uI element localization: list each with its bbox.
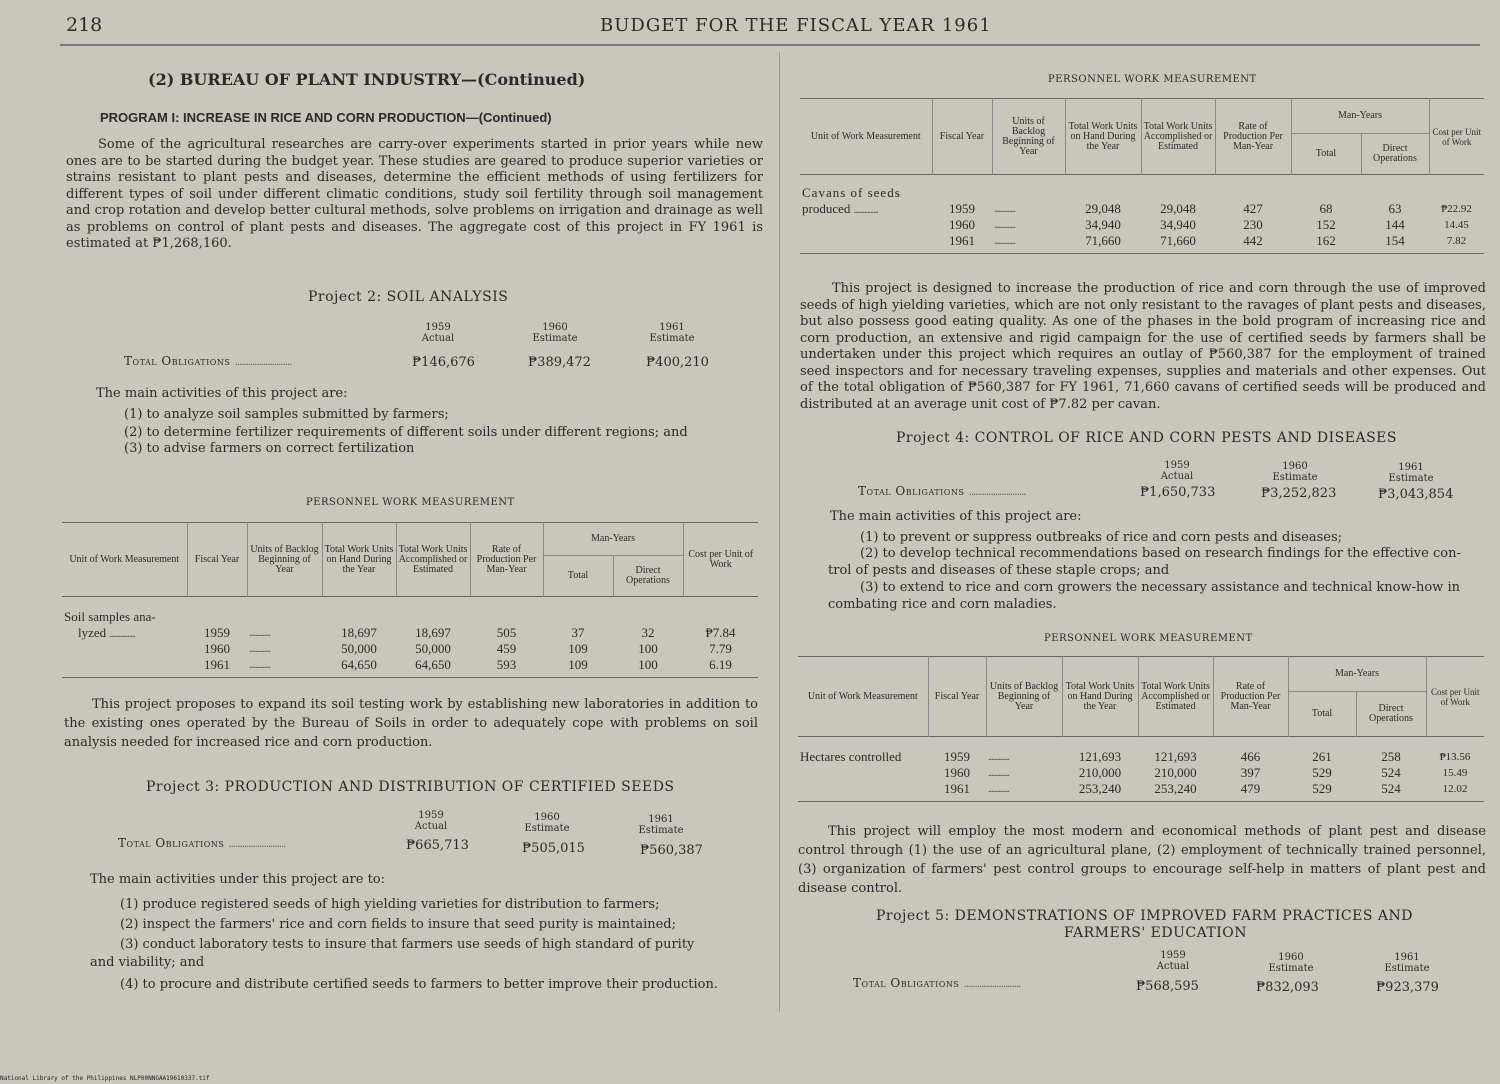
project4-closing-paragraph: This project will employ the most modern and economical methods of plant pest and disease control through (1) the use of an agricultural plane, (2) employment of technically trained personnel, (3) organization of farmers' pest control groups to encourage self-help in matters of plant pest and disease control. (798, 824, 1486, 896)
project5-year-1959: 1959 Actual (1156, 950, 1190, 972)
col-unit: Unit of Work Measurement (69, 553, 180, 565)
project3-activity-4: (4) to procure and distribute certified seeds to farmers to better improve their production. (120, 977, 718, 992)
col-unit: Unit of Work Measurement (810, 130, 921, 142)
intro-paragraph: Some of the agricultural researches are carry-over experiments started in prior years while new ones are to be started during the budget year. These studies are geared to produce superior varieties or strains resistant to plant pests and diseases, determine the efficient methods of using fertilizers for different types of soil under different climatic conditions, study soil fertility through soil management and crop rotation and develop better cultural methods, solve problems on irrigation and drainage as well as problems on control of plant pests and diseases. The aggregate cost of this project in FY 1961 is estimated at ₱1,268,160. (66, 137, 763, 251)
table-row: 1961 .............. 71,660 71,660 442 162 154 7.82 (800, 233, 1484, 254)
project3-activity-3-cont: and viability; and (90, 955, 205, 970)
project2-obligation-1959: ₱146,676 (412, 355, 475, 370)
project4-unit-label: Hectares controlled (800, 749, 902, 764)
project2-obligation-1961: ₱400,210 (646, 355, 709, 370)
project2-activity-3: (3) to advise farmers on correct fertilization (124, 441, 415, 456)
project2-obligation-1960: ₱389,472 (528, 355, 591, 370)
project5-title-cont: FARMERS' EDUCATION (1064, 925, 1248, 941)
project2-activity-1: (1) to analyze soil samples submitted by farmers; (124, 407, 449, 422)
project3-activities-intro: The main activities under this project are to: (90, 872, 386, 887)
project2-pwm-title: PERSONNEL WORK MEASUREMENT (306, 497, 515, 508)
project2-closing-paragraph: This project proposes to expand its soil testing work by establishing new laboratories in addition to the existing ones operated by the Bureau of Soils in order to adequately cope with problems on soil analysis needed for increased rice and corn production. (64, 697, 758, 750)
project2-year-1959: 1959 Actual (421, 322, 455, 344)
col-backlog: Units of Backlog Beginning of Year (992, 99, 1065, 175)
header-rule (60, 44, 1480, 46)
col-cost: Cost per Unit of Work (1426, 657, 1484, 737)
project2-year-1961: 1961 Estimate (649, 322, 695, 344)
project4-obligation-1960: ₱3,252,823 (1261, 486, 1337, 501)
project3-obligation-1959: ₱665,713 (406, 838, 469, 853)
project5-year-1960: 1960 Estimate (1268, 952, 1314, 974)
col-backlog: Units of Backlog Beginning of Year (247, 523, 322, 597)
project4-obligation-1961: ₱3,043,854 (1378, 487, 1454, 502)
project4-activity-1: (1) to prevent or suppress outbreaks of rice and corn pests and diseases; (860, 530, 1343, 545)
project4-year-1959: 1959 Actual (1160, 460, 1194, 482)
project5-obligation-1959: ₱568,595 (1136, 979, 1199, 994)
project5-obligation-1961: ₱923,379 (1376, 980, 1439, 995)
col-man-years-total: Total (543, 556, 613, 597)
col-cost: Cost per Unit of Work (683, 523, 758, 597)
col-total-work: Total Work Units on Hand During the Year (322, 523, 396, 597)
col-man-years-total: Total (1291, 134, 1361, 175)
col-rate: Rate of Production Per Man-Year (1213, 657, 1288, 737)
seeds-unit-label-2: produced (802, 201, 851, 216)
project2-work-table (62, 522, 758, 678)
project2-obligations-label: Total Obligations .......................... (124, 354, 292, 368)
scan-footer: National Library of the Philippines NLP00NNGAA19610337.tif (0, 1075, 210, 1082)
col-man-years-direct: Direct Operations (613, 556, 683, 597)
project2-activities-intro: The main activities of this project are: (96, 386, 348, 401)
project4-activity-3-cont: combating rice and corn maladies. (828, 597, 1057, 612)
page-number: 218 (66, 14, 103, 36)
col-fiscal: Fiscal Year (928, 657, 986, 737)
table-row: 1961 .............. 64,650 64,650 593 109 100 6.19 (62, 657, 758, 678)
project3-obligation-1961: ₱560,387 (640, 843, 703, 858)
project2-activity-2: (2) to determine fertilizer requirements of different soils under different regions; and (124, 425, 688, 440)
col-fiscal: Fiscal Year (187, 523, 247, 597)
seeds-unit-label: Cavans of seeds (802, 185, 901, 200)
project2-year-1960: 1960 Estimate (532, 322, 578, 344)
seeds-pwm-title: PERSONNEL WORK MEASUREMENT (1048, 74, 1257, 85)
project3-obligations-label: Total Obligations .......................... (118, 836, 286, 850)
program-title: PROGRAM I: INCREASE IN RICE AND CORN PRODUCTION—(Continued) (100, 110, 552, 125)
project4-activity-2-cont: trol of pests and diseases of these staple crops; and (828, 563, 1170, 578)
col-accomplished: Total Work Units Accomplished or Estimated (1138, 657, 1213, 737)
col-rate: Rate of Production Per Man-Year (470, 523, 543, 597)
project5-title: Project 5: DEMONSTRATIONS OF IMPROVED FARM PRACTICES AND (876, 908, 1413, 924)
table-row: 1960 .............. 210,000 210,000 397 529 524 15.49 (944, 765, 1468, 780)
project4-title: Project 4: CONTROL OF RICE AND CORN PESTS AND DISEASES (896, 430, 1397, 446)
project4-year-1960: 1960 Estimate (1272, 461, 1318, 483)
column-divider (779, 52, 780, 1012)
col-backlog: Units of Backlog Beginning of Year (986, 657, 1062, 737)
project5-obligation-1960: ₱832,093 (1256, 980, 1319, 995)
project3-year-1959: 1959 Actual (414, 810, 448, 832)
project3-year-1960: 1960 Estimate (524, 812, 570, 834)
table-row: Hectares controlled 1959 .............. 121,693 121,693 466 261 258 ₱13.56 (798, 737, 1484, 766)
project3-activity-2: (2) inspect the farmers' rice and corn fields to insure that seed purity is maintained; (120, 917, 676, 932)
table-row: lyzed ................. 1959 .............. 18,697 18,697 505 37 32 ₱7.84 (78, 625, 736, 640)
project4-activities-intro: The main activities of this project are: (830, 509, 1082, 524)
table-row: produced ................ 1959 .............. 29,048 29,048 427 68 63 ₱22.92 (802, 201, 1472, 216)
project3-year-1961: 1961 Estimate (638, 814, 684, 836)
project4-activity-3: (3) to extend to rice and corn growers the necessary assistance and technical know-how in (860, 580, 1460, 595)
col-man-years: Man-Years (1291, 99, 1429, 134)
project4-work-table (798, 656, 1484, 802)
project4-pwm-title: PERSONNEL WORK MEASUREMENT (1044, 633, 1253, 644)
project3-activity-3: (3) conduct laboratory tests to insure that farmers use seeds of high standard of purity (120, 937, 695, 952)
project4-year-1961: 1961 Estimate (1388, 462, 1434, 484)
table-row: 1960 .............. 50,000 50,000 459 109 100 7.79 (204, 641, 732, 656)
bureau-title: (2) BUREAU OF PLANT INDUSTRY—(Continued) (148, 70, 586, 89)
project2-unit-label: Soil samples ana- (64, 609, 156, 624)
project4-activity-2: (2) to develop technical recommendations based on research findings for the effective con- (860, 546, 1461, 561)
project3-activity-1: (1) produce registered seeds of high yielding varieties for distribution to farmers; (120, 897, 660, 912)
col-total-work: Total Work Units on Hand During the Year (1065, 99, 1141, 175)
project4-obligations-label: Total Obligations .......................... (858, 484, 1026, 498)
col-man-years-direct: Direct Operations (1356, 692, 1426, 737)
running-header: BUDGET FOR THE FISCAL YEAR 1961 (600, 15, 992, 36)
col-man-years-total: Total (1288, 692, 1356, 737)
col-accomplished: Total Work Units Accomplished or Estimated (396, 523, 470, 597)
col-total-work: Total Work Units on Hand During the Year (1062, 657, 1138, 737)
project3-title: Project 3: PRODUCTION AND DISTRIBUTION OF CERTIFIED SEEDS (146, 779, 675, 795)
project2-unit-label-2: lyzed (78, 625, 107, 640)
col-man-years: Man-Years (543, 523, 683, 556)
seeds-paragraph: This project is designed to increase the production of rice and corn through the use of improved seeds of high yielding varieties, which are not only resistant to the ravages of plant pests and diseases, but also possess good eating quality. As one of the phases in the bold program of increasing rice and corn production, an extensive and rigid campaign for the use of certified seeds by farmers shall be undertaken under this project which requires an outlay of ₱560,387 for the employment of trained seed inspectors and for necessary traveling expenses, supplies and materials and other expenses. Out of the total obligation of ₱560,387 for FY 1961, 71,660 cavans of certified seeds will be produced and distributed at an average unit cost of ₱7.82 per cavan. (800, 281, 1486, 412)
table-row: 1961 .............. 253,240 253,240 479 529 524 12.02 (798, 781, 1484, 802)
col-unit: Unit of Work Measurement (807, 690, 918, 702)
col-man-years: Man-Years (1288, 657, 1426, 692)
table-row: 1960 .............. 34,940 34,940 230 152 144 14.45 (949, 217, 1469, 232)
project5-year-1961: 1961 Estimate (1384, 952, 1430, 974)
col-fiscal: Fiscal Year (932, 99, 992, 175)
seeds-work-table (800, 98, 1484, 254)
project2-title: Project 2: SOIL ANALYSIS (308, 289, 509, 305)
project5-obligations-label: Total Obligations .......................... (853, 976, 1021, 990)
col-cost: Cost per Unit of Work (1429, 99, 1484, 175)
project3-obligation-1960: ₱505,015 (522, 841, 585, 856)
project4-obligation-1959: ₱1,650,733 (1140, 485, 1216, 500)
col-man-years-direct: Direct Operations (1361, 134, 1429, 175)
col-rate: Rate of Production Per Man-Year (1215, 99, 1291, 175)
col-accomplished: Total Work Units Accomplished or Estimated (1141, 99, 1215, 175)
